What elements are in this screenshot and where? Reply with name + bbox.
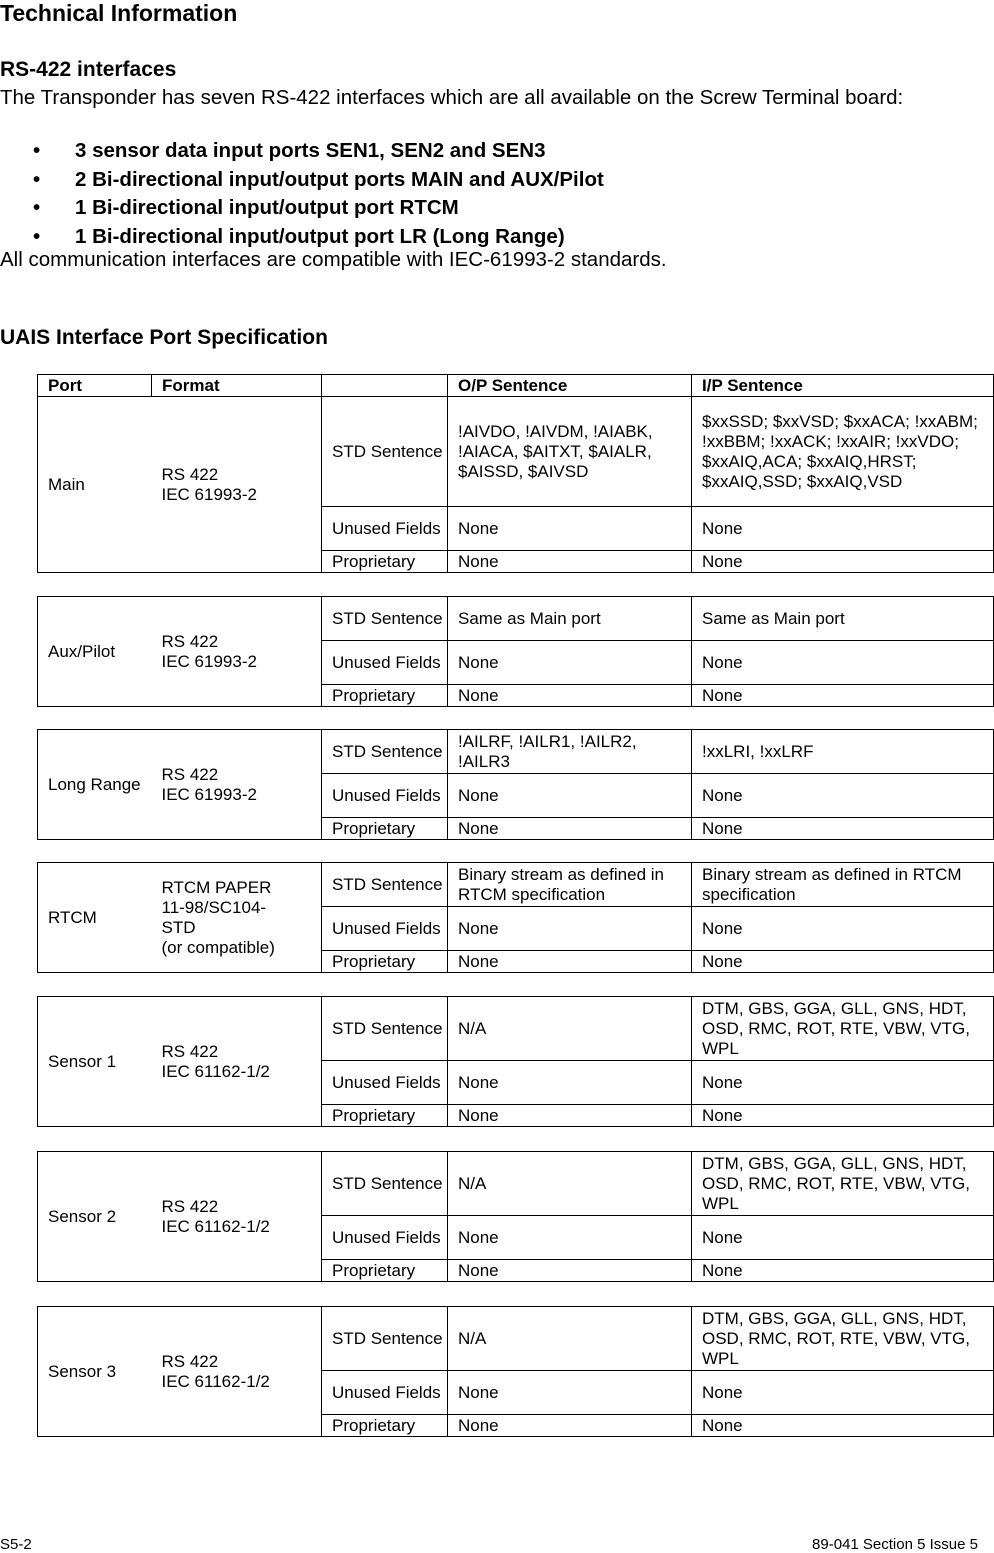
format-line: RS 422 xyxy=(161,1196,219,1216)
header-format: Format xyxy=(152,375,322,397)
port-table xyxy=(37,396,994,573)
ip-sentence: None xyxy=(692,907,994,951)
op-sentence: Same as Main port xyxy=(448,597,692,641)
op-sentence: None xyxy=(448,551,692,573)
format-line: RS 422 xyxy=(161,631,219,651)
ip-sentence: None xyxy=(692,551,994,573)
format-line: IEC 61993-2 xyxy=(161,484,257,504)
op-sentence: None xyxy=(448,507,692,551)
op-sentence: None xyxy=(448,1105,692,1127)
row-kind: Unused Fields xyxy=(322,1216,448,1260)
format-line: IEC 61993-2 xyxy=(161,784,257,804)
port-table xyxy=(37,1151,994,1282)
row-kind: STD Sentence xyxy=(322,1152,448,1216)
format-line: IEC 61993-2 xyxy=(161,651,257,671)
format-line: 11-98/SC104- xyxy=(161,897,267,917)
bullet-item: • 1 Bi-directional input/output port RTCM xyxy=(0,194,604,223)
port-name: Long Range xyxy=(38,730,152,840)
ip-sentence: None xyxy=(692,641,994,685)
page-title: Technical Information xyxy=(0,0,238,26)
port-table xyxy=(37,729,994,840)
table-row xyxy=(38,730,994,774)
ip-sentence: None xyxy=(692,1415,994,1437)
ip-sentence: Binary stream as defined in RTCM specification xyxy=(692,863,994,907)
format-line: RS 422 xyxy=(161,464,219,484)
bullet-item: • 2 Bi-directional input/output ports MAIN and AUX/Pilot xyxy=(0,166,604,195)
op-sentence: None xyxy=(448,774,692,818)
header-ip: I/P Sentence xyxy=(692,375,994,397)
op-sentence: Binary stream as defined in RTCM specification xyxy=(448,863,692,907)
format-line: (or compatible) xyxy=(161,937,275,957)
row-kind: Proprietary xyxy=(322,1415,448,1437)
op-sentence: None xyxy=(448,1216,692,1260)
port-table xyxy=(37,596,994,707)
row-kind: Unused Fields xyxy=(322,1061,448,1105)
table-row xyxy=(38,1152,994,1216)
row-kind: STD Sentence xyxy=(322,997,448,1061)
row-kind: Proprietary xyxy=(322,1105,448,1127)
ip-sentence: None xyxy=(692,1105,994,1127)
footer-page-number: S5-2 xyxy=(0,1536,32,1553)
ip-sentence: DTM, GBS, GGA, GLL, GNS, HDT, OSD, RMC, ROT, RTE, VBW, VTG, WPL xyxy=(692,1152,994,1216)
op-sentence: None xyxy=(448,685,692,707)
header-port: Port xyxy=(38,375,152,397)
format-line: IEC 61162-1/2 xyxy=(161,1371,270,1391)
header-op: O/P Sentence xyxy=(448,375,692,397)
op-sentence: None xyxy=(448,907,692,951)
op-sentence: N/A xyxy=(448,997,692,1061)
port-table xyxy=(37,862,994,973)
ip-sentence: None xyxy=(692,1260,994,1282)
ip-sentence: None xyxy=(692,1371,994,1415)
table-row xyxy=(38,997,994,1061)
row-kind: Unused Fields xyxy=(322,1371,448,1415)
port-format xyxy=(152,863,322,973)
port-name: RTCM xyxy=(38,863,152,973)
row-kind: STD Sentence xyxy=(322,397,448,507)
row-kind: STD Sentence xyxy=(322,1307,448,1371)
port-format xyxy=(152,997,322,1127)
spec-header-table xyxy=(37,374,994,397)
ip-sentence: None xyxy=(692,818,994,840)
port-name: Main xyxy=(38,397,152,573)
table-row xyxy=(38,1307,994,1371)
spec-heading: UAIS Interface Port Specification xyxy=(0,326,328,349)
ip-sentence: None xyxy=(692,507,994,551)
op-sentence: None xyxy=(448,1260,692,1282)
row-kind: STD Sentence xyxy=(322,597,448,641)
row-kind: Unused Fields xyxy=(322,907,448,951)
row-kind: Unused Fields xyxy=(322,641,448,685)
op-sentence: None xyxy=(448,641,692,685)
op-sentence: None xyxy=(448,818,692,840)
rs422-outro: All communication interfaces are compatible with IEC-61993-2 standards. xyxy=(0,248,667,271)
rs422-heading: RS-422 interfaces xyxy=(0,58,177,81)
footer-doc-ref: 89-041 Section 5 Issue 5 xyxy=(812,1536,978,1553)
format-line: RS 422 xyxy=(161,1041,219,1061)
ip-sentence: DTM, GBS, GGA, GLL, GNS, HDT, OSD, RMC, ROT, RTE, VBW, VTG, WPL xyxy=(692,1307,994,1371)
port-format xyxy=(152,397,322,573)
port-name: Aux/Pilot xyxy=(38,597,152,707)
port-format xyxy=(152,1307,322,1437)
row-kind: Proprietary xyxy=(322,818,448,840)
row-kind: Unused Fields xyxy=(322,507,448,551)
op-sentence: N/A xyxy=(448,1307,692,1371)
op-sentence: None xyxy=(448,1061,692,1105)
bullet-item: • 3 sensor data input ports SEN1, SEN2 and SEN3 xyxy=(0,137,604,166)
op-sentence: !AIVDO, !AIVDM, !AIABK, !AIACA, $AITXT, $AIALR, $AISSD, $AIVSD xyxy=(448,397,692,507)
format-line: IEC 61162-1/2 xyxy=(161,1216,270,1236)
table-row xyxy=(38,863,994,907)
ip-sentence: None xyxy=(692,774,994,818)
ip-sentence: $xxSSD; $xxVSD; $xxACA; !xxABM; !xxBBM; !xxACK; !xxAIR; !xxVDO; $xxAIQ,ACA; $xxAIQ,HRST; $xxAIQ,SSD; $xxAIQ,VSD xyxy=(692,397,994,507)
ip-sentence: !xxLRI, !xxLRF xyxy=(692,730,994,774)
row-kind: Proprietary xyxy=(322,1260,448,1282)
rs422-intro: The Transponder has seven RS-422 interfaces which are all available on the Screw Terminal board: xyxy=(0,86,904,109)
ip-sentence: None xyxy=(692,951,994,973)
port-name: Sensor 1 xyxy=(38,997,152,1127)
header-kind xyxy=(322,375,448,397)
op-sentence: None xyxy=(448,1371,692,1415)
table-row xyxy=(38,397,994,507)
port-format xyxy=(152,730,322,840)
ip-sentence: DTM, GBS, GGA, GLL, GNS, HDT, OSD, RMC, ROT, RTE, VBW, VTG, WPL xyxy=(692,997,994,1061)
row-kind: Proprietary xyxy=(322,551,448,573)
op-sentence: !AILRF, !AILR1, !AILR2, !AILR3 xyxy=(448,730,692,774)
table-row xyxy=(38,597,994,641)
ip-sentence: None xyxy=(692,1061,994,1105)
ip-sentence: None xyxy=(692,1216,994,1260)
port-format xyxy=(152,597,322,707)
format-line: RTCM PAPER xyxy=(161,877,272,897)
port-name: Sensor 3 xyxy=(38,1307,152,1437)
ip-sentence: None xyxy=(692,685,994,707)
row-kind: STD Sentence xyxy=(322,730,448,774)
rs422-bullet-list xyxy=(0,137,604,251)
bullet-item: • 1 Bi-directional input/output port LR (Long Range) xyxy=(0,223,604,252)
row-kind: STD Sentence xyxy=(322,863,448,907)
row-kind: Unused Fields xyxy=(322,774,448,818)
format-line: STD xyxy=(161,917,196,937)
format-line: RS 422 xyxy=(161,1351,219,1371)
op-sentence: None xyxy=(448,951,692,973)
op-sentence: None xyxy=(448,1415,692,1437)
port-format xyxy=(152,1152,322,1282)
port-table xyxy=(37,1306,994,1437)
row-kind: Proprietary xyxy=(322,685,448,707)
op-sentence: N/A xyxy=(448,1152,692,1216)
row-kind: Proprietary xyxy=(322,951,448,973)
format-line: RS 422 xyxy=(161,764,219,784)
port-table xyxy=(37,996,994,1127)
format-line: IEC 61162-1/2 xyxy=(161,1061,270,1081)
ip-sentence: Same as Main port xyxy=(692,597,994,641)
port-name: Sensor 2 xyxy=(38,1152,152,1282)
